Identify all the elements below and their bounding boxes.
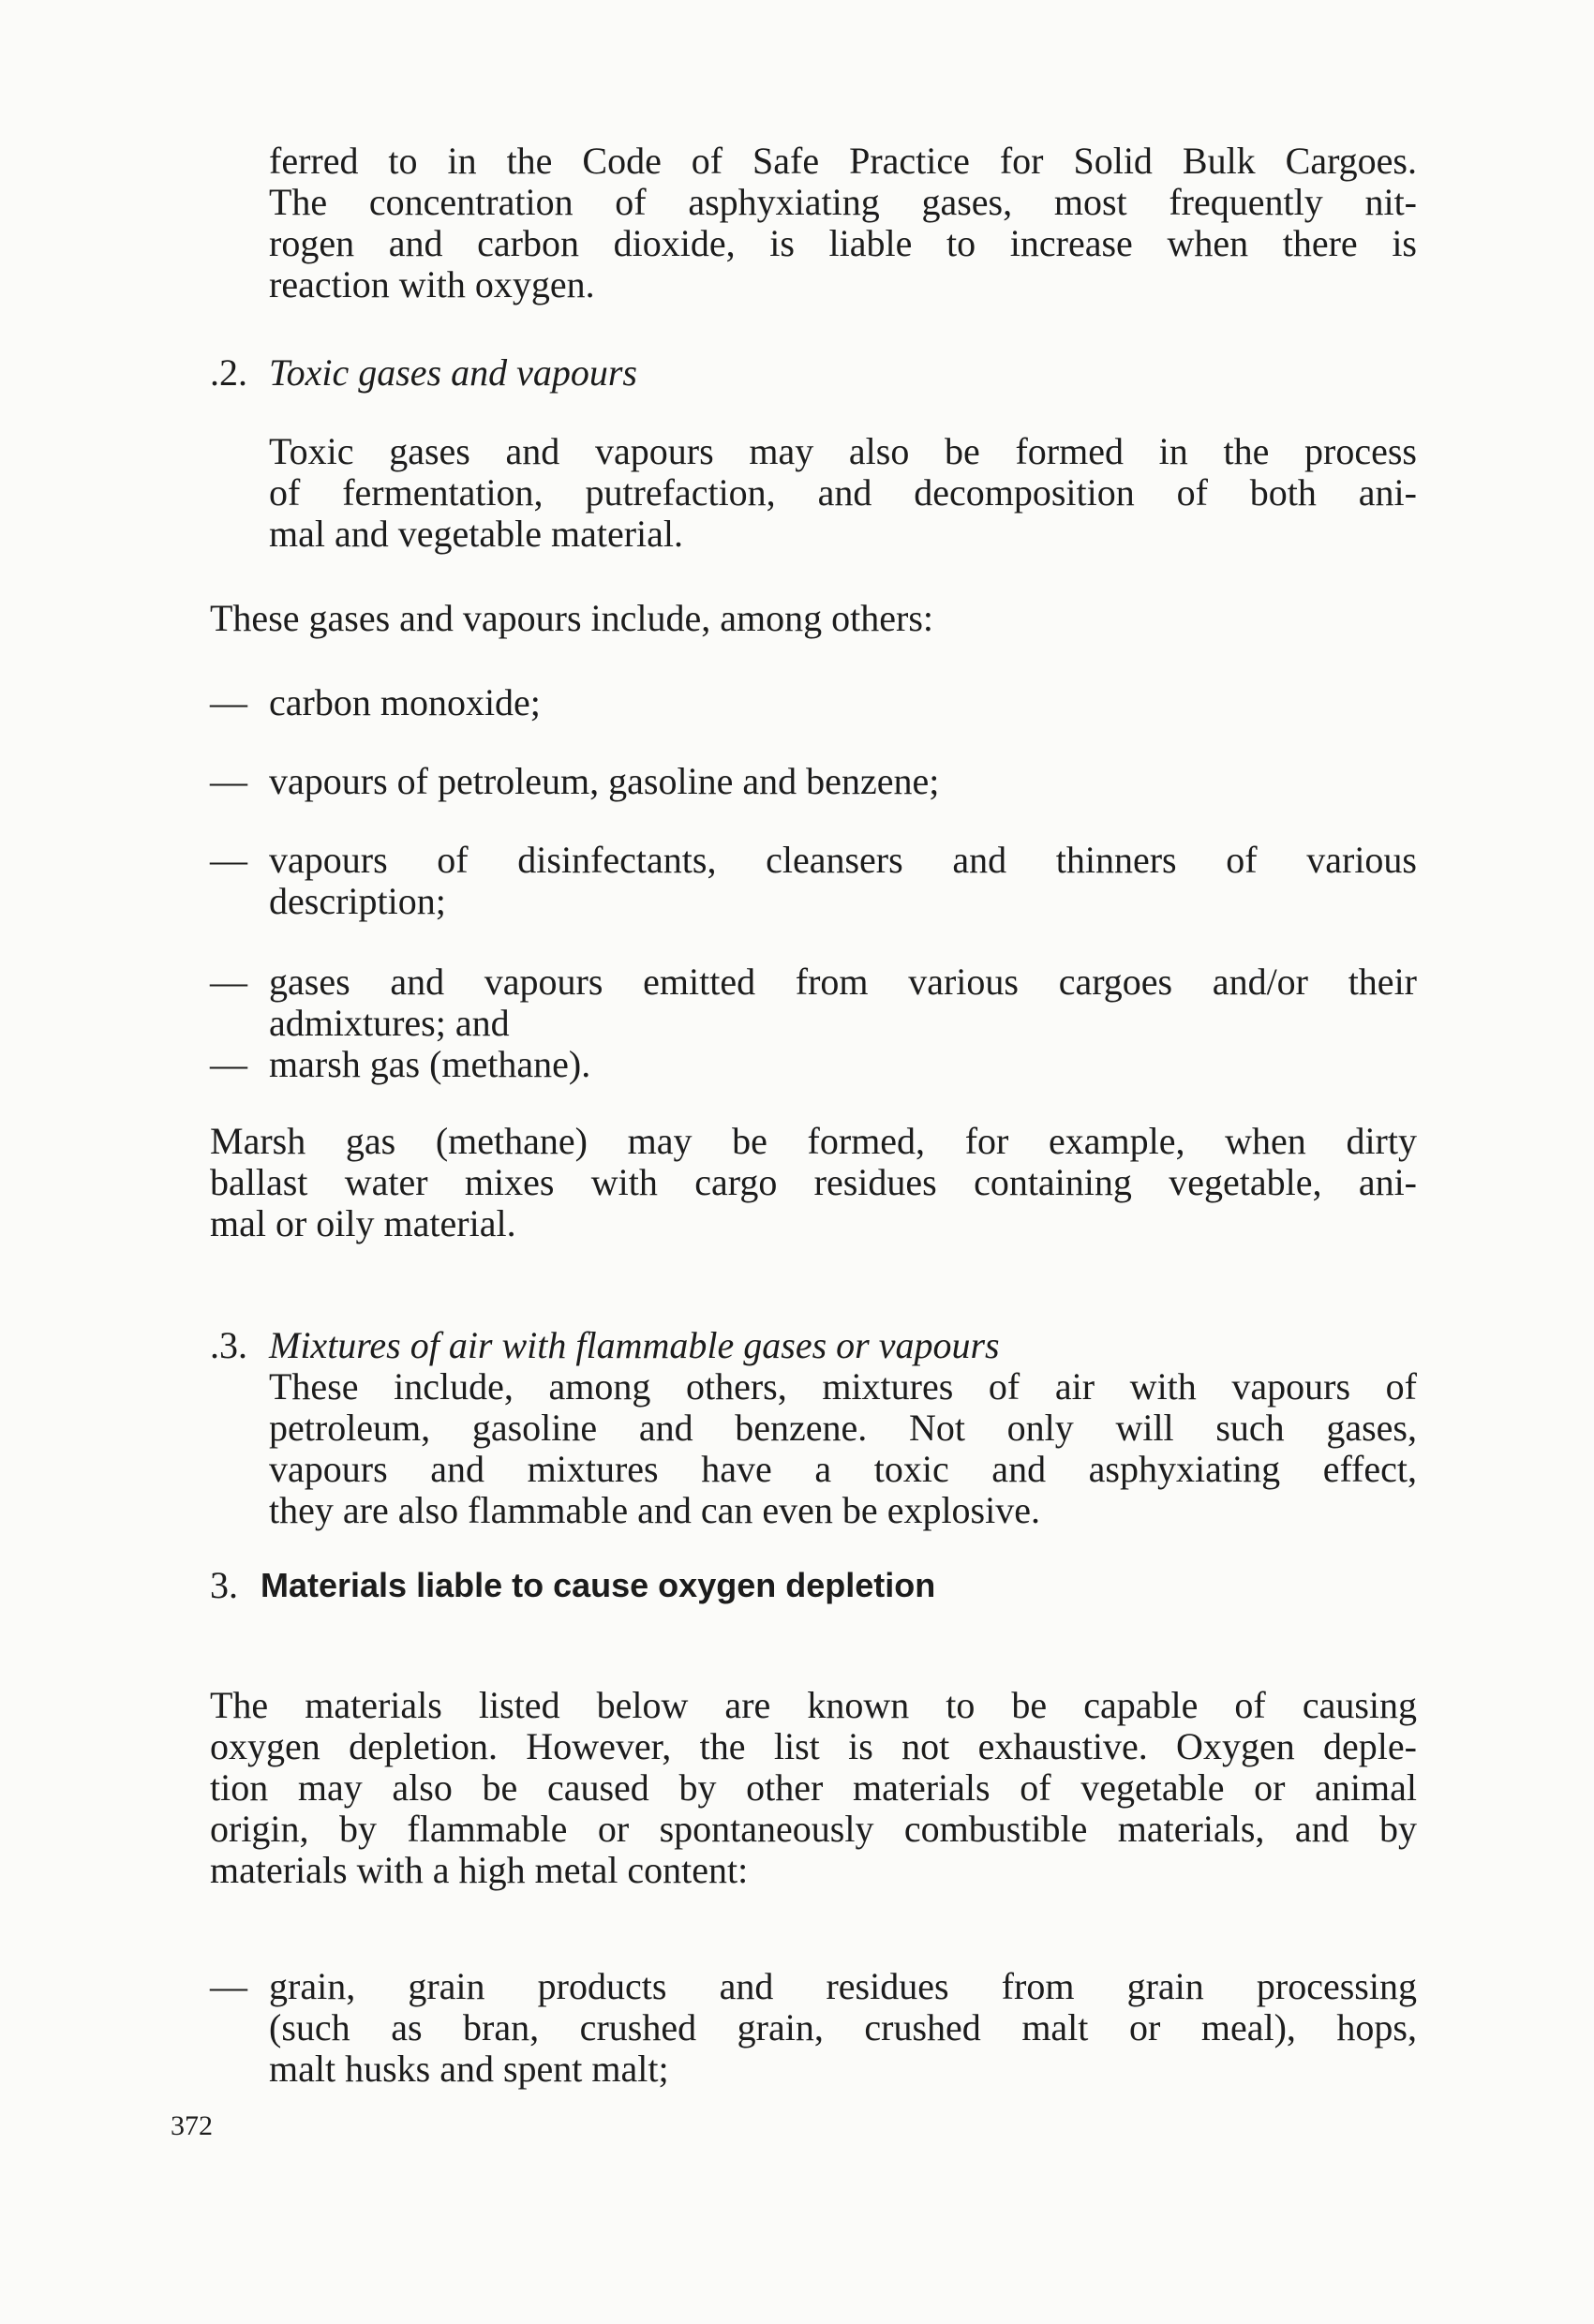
text-line: mal and vegetable material. xyxy=(269,513,684,555)
text-line: origin, by flammable or spontaneously combustible materials, and by xyxy=(210,1808,1417,1850)
text-line: mal or oily material. xyxy=(210,1202,516,1244)
list-item: marsh gas (methane). xyxy=(269,1043,591,1085)
text-line: tion may also be caused by other materials of vegetable or animal xyxy=(210,1766,1417,1809)
subsection-number: .3. xyxy=(210,1324,247,1366)
list-dash: — xyxy=(210,1965,247,2007)
text-line: oxygen depletion. However, the list is not exhaustive. Oxygen deple- xyxy=(210,1725,1417,1767)
list-item: carbon monoxide; xyxy=(269,681,541,723)
list-dash: — xyxy=(210,961,247,1003)
list-dash: — xyxy=(210,681,247,723)
text-line: admixtures; and xyxy=(269,1002,510,1044)
list-dash: — xyxy=(210,1043,247,1085)
text-line: materials with a high metal content: xyxy=(210,1849,749,1891)
text-line: The concentration of asphyxiating gases, most frequently nit- xyxy=(269,181,1417,223)
list-dash: — xyxy=(210,839,247,881)
list-lead-in: These gases and vapours include, among others: xyxy=(210,597,934,639)
text-line: vapours of disinfectants, cleansers and thinners of various xyxy=(269,839,1417,881)
subsection-title: Mixtures of air with flammable gases or vapours xyxy=(269,1324,1000,1366)
section-title: Materials liable to cause oxygen depletion xyxy=(261,1566,936,1604)
list-dash: — xyxy=(210,760,247,802)
text-line: ballast water mixes with cargo residues containing vegetable, ani- xyxy=(210,1161,1417,1203)
text-line: (such as bran, crushed grain, crushed malt or meal), hops, xyxy=(269,2006,1417,2048)
subsection-title: Toxic gases and vapours xyxy=(269,351,637,394)
text-line: of fermentation, putrefaction, and decomposition of both ani- xyxy=(269,471,1417,514)
text-line: Marsh gas (methane) may be formed, for example, when dirty xyxy=(210,1120,1417,1162)
list-item: vapours of petroleum, gasoline and benzene; xyxy=(269,760,940,802)
text-line: grain, grain products and residues from grain processing xyxy=(269,1965,1417,2007)
page-number: 372 xyxy=(171,2110,213,2141)
text-line: description; xyxy=(269,880,446,922)
text-line: The materials listed below are known to be capable of causing xyxy=(210,1684,1417,1726)
text-line: vapours and mixtures have a toxic and asphyxiating effect, xyxy=(269,1448,1417,1490)
text-line: rogen and carbon dioxide, is liable to increase when there is xyxy=(269,222,1417,264)
section-number: 3. xyxy=(210,1564,238,1606)
text-line: malt husks and spent malt; xyxy=(269,2048,669,2090)
list-item xyxy=(269,840,1417,922)
text-line: Toxic gases and vapours may also be formed in the process xyxy=(269,430,1417,472)
text-line: gases and vapours emitted from various cargoes and/or their xyxy=(269,961,1417,1003)
toxic-gases-paragraph xyxy=(269,431,1417,555)
text-line: they are also flammable and can even be explosive. xyxy=(269,1489,1040,1531)
mixtures-paragraph xyxy=(269,1366,1417,1531)
marsh-gas-paragraph xyxy=(210,1121,1417,1244)
oxygen-depletion-paragraph xyxy=(210,1685,1417,1891)
list-item xyxy=(269,961,1417,1044)
intro-paragraph xyxy=(269,141,1417,305)
text-line: These include, among others, mixtures of air with vapours of xyxy=(269,1365,1417,1408)
subsection-number: .2. xyxy=(210,351,247,394)
text-line: reaction with oxygen. xyxy=(269,263,595,305)
text-line: petroleum, gasoline and benzene. Not only will such gases, xyxy=(269,1407,1417,1449)
text-line: ferred to in the Code of Safe Practice for Solid Bulk Cargoes. xyxy=(269,140,1417,182)
list-item xyxy=(269,1966,1417,2090)
